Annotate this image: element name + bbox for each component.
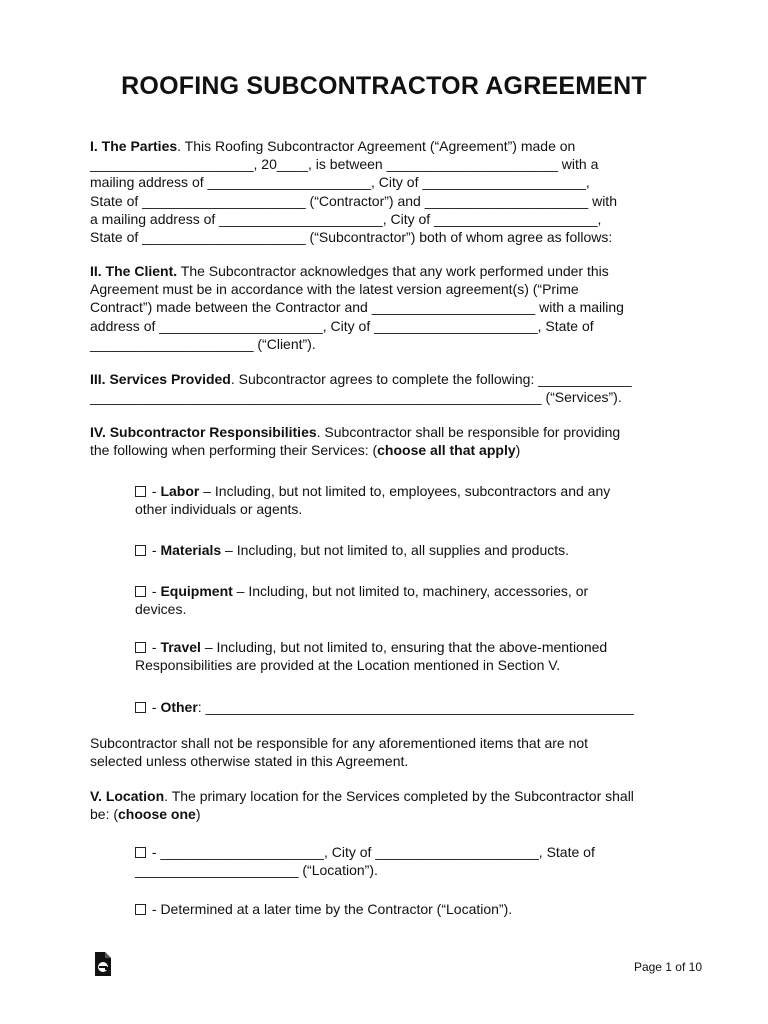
materials-checkbox[interactable] xyxy=(135,545,146,556)
location-line: be: ( xyxy=(90,806,119,823)
parties-line: State of _____________________ (“Subcontractor”) both of whom agree as follows: xyxy=(90,229,613,246)
location-line-end: ) xyxy=(195,806,201,823)
client-section xyxy=(90,262,680,353)
parties-line: State of _____________________ (“Contractor”) and _____________________ with xyxy=(90,192,617,209)
other-checkbox[interactable] xyxy=(135,702,146,713)
location-heading: V. Location xyxy=(90,788,165,804)
option-label: Other xyxy=(160,699,198,715)
not-responsible-paragraph xyxy=(90,734,680,770)
client-line: _____________________ (“Client”). xyxy=(90,335,316,352)
location-later-checkbox[interactable] xyxy=(135,904,146,915)
client-line: The Subcontractor acknowledges that any work performed under this xyxy=(177,263,609,279)
paragraph-line: Subcontractor shall not be responsible for any aforementioned items that are not xyxy=(90,735,589,751)
services-section xyxy=(90,370,680,406)
option-label: Labor xyxy=(160,483,200,499)
option-text: – Including, but not limited to, machinery, accessories, or xyxy=(232,583,589,599)
option-text: devices. xyxy=(135,601,187,618)
other-field[interactable]: : _______________________________________________________ xyxy=(197,699,634,715)
location-option-address xyxy=(135,843,680,879)
responsibilities-line-end: ) xyxy=(515,442,521,459)
equipment-checkbox[interactable] xyxy=(135,586,146,597)
parties-line: . This Roofing Subcontractor Agreement (“Agreement”) made on xyxy=(177,138,576,154)
parties-heading: I. The Parties xyxy=(90,138,178,154)
client-line: address of _____________________, City of _____________________, State of xyxy=(90,317,594,334)
option-text: – Including, but not limited to, employees, subcontractors and any xyxy=(199,483,611,499)
services-line: . Subcontractor agrees to complete the following: ____________ xyxy=(230,371,632,387)
option-other: - Other: _______________________________________________________ xyxy=(135,698,680,716)
option-text: – Including, but not limited to, all supplies and products. xyxy=(221,542,570,558)
responsibilities-line: the following when performing their Services: ( xyxy=(90,442,378,459)
option-travel: - Travel – Including, but not limited to, ensuring that the above-mentioned Responsibilities are provided at the Location mentioned in Section V. xyxy=(135,638,680,674)
location-option-text: _____________________ (“Location”). xyxy=(135,862,378,879)
location-line: . The primary location for the Services completed by the Subcontractor shall xyxy=(164,788,634,804)
location-option-text: - Determined at a later time by the Contractor (“Location”). xyxy=(148,901,513,917)
paragraph-line: selected unless otherwise stated in this Agreement. xyxy=(90,753,409,770)
services-heading: III. Services Provided xyxy=(90,371,231,387)
labor-checkbox[interactable] xyxy=(135,486,146,497)
option-text: Responsibilities are provided at the Location mentioned in Section V. xyxy=(135,657,561,674)
option-label: Materials xyxy=(160,542,222,558)
location-section xyxy=(90,787,680,823)
choose-one-instruction: choose one xyxy=(118,806,196,823)
responsibilities-section xyxy=(90,423,680,459)
option-text: – Including, but not limited to, ensuring that the above-mentioned xyxy=(200,639,608,655)
location-option-later xyxy=(135,900,680,918)
parties-line: a mailing address of _____________________, City of _____________________, xyxy=(90,210,602,227)
option-label: Travel xyxy=(160,639,201,655)
parties-section xyxy=(90,137,680,246)
option-labor: - Labor – Including, but not limited to, employees, subcontractors and any other individuals or agents. xyxy=(135,482,680,518)
client-heading: II. The Client. xyxy=(90,263,178,279)
page-number: Page 1 of 10 xyxy=(633,960,702,974)
option-materials: - Materials – Including, but not limited to, all supplies and products. xyxy=(135,541,680,559)
services-line: __________________________________________________________ (“Services”). xyxy=(90,389,622,406)
responsibilities-heading: IV. Subcontractor Responsibilities xyxy=(90,424,317,440)
choose-all-instruction: choose all that apply xyxy=(377,442,516,459)
document-title: ROOFING SUBCONTRACTOR AGREEMENT xyxy=(121,72,647,100)
client-line: Contract”) made between the Contractor and _____________________ with a mailing xyxy=(90,299,624,316)
location-address-checkbox[interactable] xyxy=(135,847,146,858)
option-label: Equipment xyxy=(160,583,233,599)
travel-checkbox[interactable] xyxy=(135,642,146,653)
option-equipment: - Equipment – Including, but not limited to, machinery, accessories, or devices. xyxy=(135,582,680,618)
eforms-logo-icon xyxy=(93,950,113,978)
client-line: Agreement must be in accordance with the latest version agreement(s) (“Prime xyxy=(90,281,579,298)
parties-line: _____________________, 20____, is between ______________________ with a xyxy=(90,156,599,173)
responsibilities-line: . Subcontractor shall be responsible for providing xyxy=(316,424,621,440)
option-text: other individuals or agents. xyxy=(135,501,303,518)
location-option-text: - _____________________, City of _____________________, State of xyxy=(148,844,595,860)
parties-line: mailing address of _____________________, City of _____________________, xyxy=(90,174,590,191)
